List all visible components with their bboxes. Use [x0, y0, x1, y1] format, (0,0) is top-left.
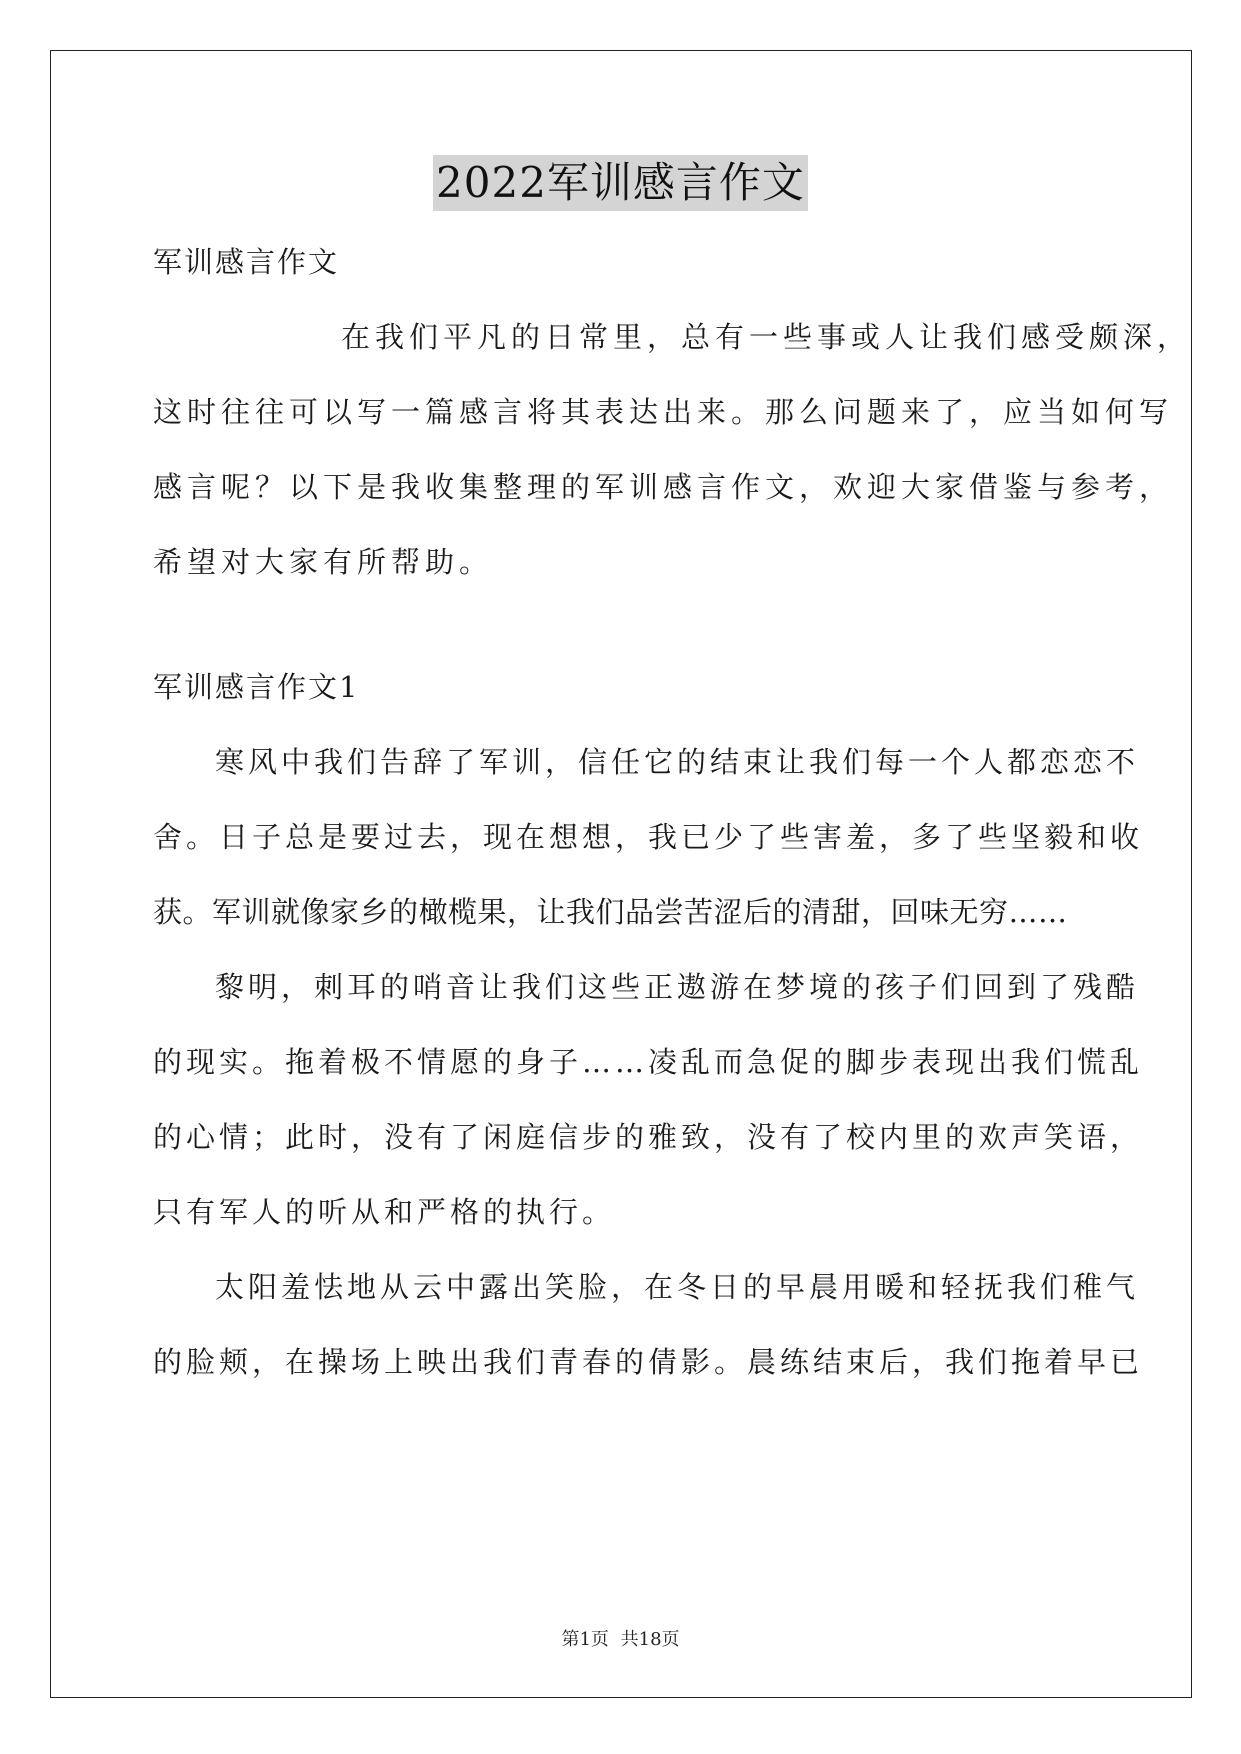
intro-line: 希望对大家有所帮助。: [153, 545, 494, 579]
paragraph-line: 舍。日子总是要过去，现在想想，我已少了些害羞，多了些坚毅和收: [153, 820, 1144, 854]
intro-line: 在我们平凡的日常里，总有一些事或人让我们感受颇深，: [341, 320, 1192, 354]
paragraph-line: 寒风中我们告辞了军训，信任它的结束让我们每一个人都恋恋不: [215, 745, 1140, 779]
document-body: [153, 232, 1192, 1407]
page-number: 第1页: [561, 1629, 609, 1650]
paragraph-line: 的现实。拖着极不情愿的身子……凌乱而急促的脚步表现出我们慌乱: [153, 1045, 1144, 1079]
intro-line: 这时往往可以写一篇感言将其表达出来。那么问题来了，应当如何写: [153, 395, 1174, 429]
page-footer: [0, 1625, 1241, 1651]
document-title: 2022军训感言作文: [433, 155, 808, 211]
paragraph-line: 黎明，刺耳的哨音让我们这些正遨游在梦境的孩子们回到了残酷: [215, 970, 1140, 1004]
paragraph-line: 获。军训就像家乡的橄榄果，让我们品尝苦涩后的清甜，回味无穷……: [153, 895, 1068, 929]
intro-line: 感言呢？以下是我收集整理的军训感言作文，欢迎大家借鉴与参考，: [153, 470, 1174, 504]
paragraph-line: 的脸颊，在操场上映出我们青春的倩影。晨练结束后，我们拖着早已: [153, 1345, 1144, 1379]
page-total: 共18页: [620, 1629, 680, 1650]
paragraph-line: 太阳羞怯地从云中露出笑脸，在冬日的早晨用暖和轻抚我们稚气: [215, 1270, 1140, 1304]
subtitle: 军训感言作文: [153, 245, 340, 279]
paragraph-line: 的心情；此时，没有了闲庭信步的雅致，没有了校内里的欢声笑语，: [153, 1120, 1144, 1154]
title-container: [0, 155, 1241, 211]
paragraph-line: 只有军人的听从和严格的执行。: [153, 1195, 616, 1229]
section-heading: 军训感言作文1: [153, 670, 360, 704]
